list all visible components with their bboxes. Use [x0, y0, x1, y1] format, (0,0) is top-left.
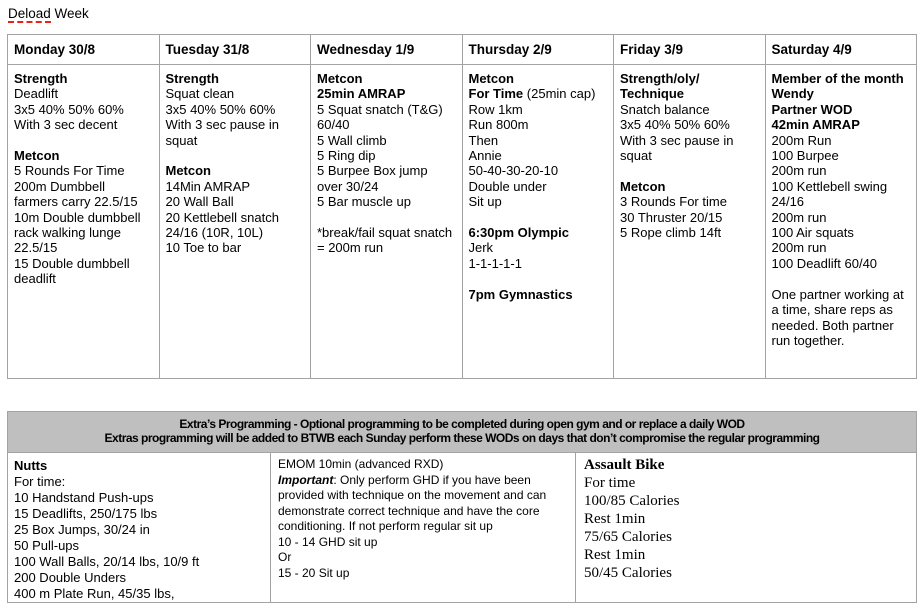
extras-programming-table: [7, 411, 917, 603]
text-segment: With 3 sec decent: [14, 117, 118, 133]
text-segment: Metcon: [620, 178, 666, 194]
text-line: [14, 570, 264, 586]
text-line: [166, 179, 305, 194]
text-segment: 200m run: [771, 163, 827, 179]
weekly-schedule-table: [7, 34, 917, 379]
text-line: [14, 554, 264, 570]
text-segment: 15 Double dumbbell deadlift: [14, 255, 130, 287]
text-line: [317, 148, 456, 163]
text-line: [278, 473, 568, 535]
text-line: [469, 287, 608, 302]
text-segment: 5 Squat snatch (T&G) 60/40: [317, 101, 443, 133]
text-line: [469, 102, 608, 117]
text-line: [317, 163, 456, 194]
text-line: [14, 102, 153, 117]
text-line: [620, 102, 759, 117]
text-segment: : Only perform GHD if you have been provided with technique on the movement and can demonstrate correct technique and have the core conditioning. If not perform regular sit up: [278, 472, 547, 533]
text-segment: 50 Pull-ups: [14, 538, 80, 553]
text-line: [584, 546, 908, 564]
text-segment: 7pm Gymnastics: [468, 286, 573, 302]
text-line: [166, 117, 305, 148]
text-line: [469, 86, 608, 101]
title-word-rest: Week: [50, 6, 89, 21]
text-segment: 200 Double Unders: [14, 570, 127, 585]
text-segment: Sit up: [468, 194, 502, 210]
text-segment: 3x5 40% 50% 60%: [620, 117, 730, 133]
text-segment: 10 Handstand Push-ups: [14, 490, 154, 505]
text-segment: Strength: [165, 71, 219, 86]
text-segment: For time:: [14, 474, 66, 489]
day-header-monday: Monday 30/8: [8, 35, 160, 65]
text-line: [469, 71, 608, 86]
text-segment: *break/fail squat snatch = 200m run: [317, 225, 453, 256]
text-segment: For Time: [468, 86, 524, 102]
text-line: [772, 271, 911, 286]
text-line: [14, 522, 264, 538]
text-line: [14, 256, 153, 287]
text-line: [317, 225, 456, 256]
text-segment: Jerk: [468, 240, 494, 256]
text-segment: Wendy: [771, 86, 814, 102]
text-line: [166, 240, 305, 255]
text-line: [166, 102, 305, 117]
text-segment: Metcon: [165, 163, 211, 179]
text-segment: 15 - 20 Sit up: [278, 565, 350, 580]
text-segment: 30 Thruster 20/15: [620, 209, 723, 225]
text-segment: 10 - 14 GHD sit up: [278, 534, 378, 549]
schedule-header-row: [8, 35, 917, 65]
text-segment: 100 Wall Balls, 20/14 lbs, 10/9 ft: [14, 554, 200, 569]
day-header-wednesday: Wednesday 1/9: [311, 35, 463, 65]
text-line: [14, 179, 153, 210]
text-segment: Snatch balance: [620, 101, 710, 117]
text-line: [620, 210, 759, 225]
text-segment: 200m run: [771, 240, 827, 256]
text-segment: 3x5 40% 50% 60%: [14, 101, 124, 117]
text-line: [278, 457, 568, 473]
text-segment: 5 Rope climb 14ft: [620, 225, 722, 241]
text-line: [317, 133, 456, 148]
extras-banner-row: [8, 412, 917, 453]
text-segment: 100 Air squats: [771, 225, 854, 241]
text-segment: Partner WOD: [771, 101, 853, 117]
text-line: [620, 179, 759, 194]
extras-body-row: [8, 453, 917, 603]
text-line: [469, 210, 608, 225]
text-line: [469, 133, 608, 148]
text-segment: Nutts: [14, 458, 48, 473]
text-line: [772, 102, 911, 117]
text-segment: Then: [468, 132, 499, 148]
text-line: [317, 102, 456, 133]
text-segment: 15 Deadlifts, 250/175 lbs: [14, 506, 158, 521]
text-segment: 3x5 40% 50% 60%: [165, 101, 276, 117]
text-segment: 50-40-30-20-10: [468, 163, 559, 179]
text-line: [620, 86, 759, 101]
text-line: [14, 210, 153, 256]
text-segment: 25min AMRAP: [317, 86, 406, 102]
text-line: [166, 210, 305, 241]
text-segment: With 3 sec pause in squat: [620, 132, 734, 164]
text-line: [14, 148, 153, 163]
text-line: [317, 194, 456, 209]
text-line: [469, 163, 608, 178]
text-line: [584, 528, 908, 546]
text-segment: (25min cap): [523, 86, 596, 102]
text-segment: Rest 1min: [584, 511, 646, 527]
text-line: [620, 225, 759, 240]
text-line: [584, 474, 908, 492]
text-line: [278, 550, 568, 566]
extras-cell-ghd-emom: [271, 453, 576, 603]
text-line: [772, 148, 911, 163]
text-segment: Row 1km: [468, 101, 523, 117]
day-cell-tuesday: [159, 65, 311, 379]
text-line: [166, 194, 305, 209]
text-segment: 200m Dumbbell farmers carry 22.5/15: [14, 178, 138, 210]
text-segment: Member of the month: [771, 71, 904, 86]
text-segment: Metcon: [317, 71, 363, 86]
text-line: [772, 210, 911, 225]
text-segment: Strength: [14, 71, 68, 86]
text-segment: With 3 sec pause in squat: [165, 117, 279, 148]
text-line: [166, 71, 305, 86]
text-line: [772, 133, 911, 148]
text-segment: 20 Wall Ball: [165, 194, 234, 210]
text-line: [14, 490, 264, 506]
text-segment: 14Min AMRAP: [165, 178, 251, 194]
text-line: [14, 506, 264, 522]
text-line: [14, 538, 264, 554]
extras-cell-assault-bike: [576, 453, 917, 603]
text-line: [772, 240, 911, 255]
day-header-thursday: Thursday 2/9: [462, 35, 614, 65]
text-line: [469, 148, 608, 163]
text-line: [469, 194, 608, 209]
text-line: [584, 492, 908, 510]
text-segment: 3 Rounds For time: [620, 194, 727, 210]
title-word-misspelled: Deload: [8, 6, 51, 21]
text-line: [772, 117, 911, 132]
text-line: [469, 256, 608, 271]
text-line: [469, 240, 608, 255]
text-segment: Rest 1min: [584, 547, 646, 563]
text-line: [469, 117, 608, 132]
text-line: [584, 456, 908, 474]
text-segment: Metcon: [468, 71, 514, 86]
text-segment: 100 Kettlebell swing 24/16: [771, 178, 888, 210]
text-segment: Double under: [468, 178, 547, 194]
text-line: [14, 474, 264, 490]
text-segment: EMOM 10min (advanced RXD): [278, 457, 444, 471]
text-line: [772, 86, 911, 101]
text-line: [772, 163, 911, 178]
text-line: [772, 256, 911, 271]
text-segment: 75/65 Calories: [584, 529, 672, 545]
day-cell-thursday: [462, 65, 614, 379]
text-line: [317, 71, 456, 86]
extras-cell-nutts: [8, 453, 271, 603]
text-line: [317, 210, 456, 225]
text-line: [772, 179, 911, 210]
day-cell-monday: [8, 65, 160, 379]
text-segment: 5 Bar muscle up: [317, 194, 411, 210]
text-line: [14, 586, 264, 602]
text-line: [469, 179, 608, 194]
text-segment: For time: [584, 475, 636, 491]
text-line: [620, 133, 759, 164]
text-segment: Metcon: [14, 148, 60, 164]
text-segment: Or: [278, 550, 292, 564]
text-segment: 10m Double dumbbell rack walking lunge 22.5/15: [14, 209, 141, 256]
text-line: [620, 71, 759, 86]
text-segment: Strength/oly/: [620, 71, 700, 86]
text-segment: 5 Wall climb: [317, 132, 387, 148]
day-cell-saturday: [765, 65, 917, 379]
text-line: [14, 458, 264, 474]
text-segment: 20 Kettlebell snatch 24/16 (10R, 10L): [165, 209, 279, 241]
text-line: [14, 133, 153, 148]
text-segment: 200m run: [771, 209, 827, 225]
text-line: [620, 117, 759, 132]
text-segment: 10 Toe to bar: [165, 240, 242, 256]
text-segment: 6:30pm Olympic: [468, 225, 569, 241]
text-segment: Technique: [620, 86, 685, 102]
text-segment: 5 Rounds For Time: [14, 163, 125, 179]
text-segment: 42min AMRAP: [771, 117, 860, 133]
text-line: [278, 566, 568, 582]
page-title: [8, 6, 924, 22]
text-line: [469, 271, 608, 286]
text-line: [620, 163, 759, 178]
day-header-saturday: Saturday 4/9: [765, 35, 917, 65]
text-line: [166, 163, 305, 178]
text-segment: 400 m Plate Run, 45/35 lbs,: [14, 586, 175, 601]
text-line: [14, 86, 153, 101]
text-line: [620, 194, 759, 209]
text-segment: 200m Run: [771, 132, 832, 148]
text-segment: Important: [278, 472, 334, 487]
day-cell-friday: [614, 65, 766, 379]
text-line: [14, 163, 153, 178]
extras-banner-line1: Extra’s Programming - Optional programming to be completed during open gym and or replace a daily WOD: [179, 417, 745, 431]
text-line: [584, 510, 908, 528]
extras-banner-line2: Extras programming will be added to BTWB each Sunday perform these WODs on days that don’t compromise the regular programming: [104, 431, 820, 445]
text-segment: Annie: [468, 148, 502, 164]
text-segment: Deadlift: [14, 86, 59, 102]
text-segment: 25 Box Jumps, 30/24 in: [14, 522, 150, 537]
text-segment: 100/85 Calories: [584, 493, 680, 509]
day-header-friday: Friday 3/9: [614, 35, 766, 65]
text-line: [14, 117, 153, 132]
text-line: [166, 148, 305, 163]
text-line: [469, 225, 608, 240]
text-segment: Run 800m: [468, 117, 529, 133]
text-segment: 100 Burpee: [771, 148, 839, 164]
text-line: [278, 535, 568, 551]
text-line: [772, 287, 911, 349]
text-segment: 5 Burpee Box jump over 30/24: [317, 163, 428, 194]
text-line: [772, 225, 911, 240]
text-line: [166, 86, 305, 101]
text-segment: 5 Ring dip: [317, 148, 376, 164]
text-segment: Assault Bike: [584, 457, 665, 473]
text-line: [14, 71, 153, 86]
text-segment: 1-1-1-1-1: [468, 255, 522, 271]
text-segment: 100 Deadlift 60/40: [771, 255, 878, 271]
extras-banner: [8, 412, 917, 453]
day-cell-wednesday: [311, 65, 463, 379]
text-line: [317, 86, 456, 101]
day-header-tuesday: Tuesday 31/8: [159, 35, 311, 65]
text-segment: 50/45 Calories: [584, 565, 672, 581]
schedule-body-row: [8, 65, 917, 379]
text-segment: Squat clean: [165, 86, 235, 102]
text-line: [772, 71, 911, 86]
text-line: [584, 564, 908, 582]
text-segment: One partner working at a time, share reps as needed. Both partner run together.: [771, 286, 904, 348]
